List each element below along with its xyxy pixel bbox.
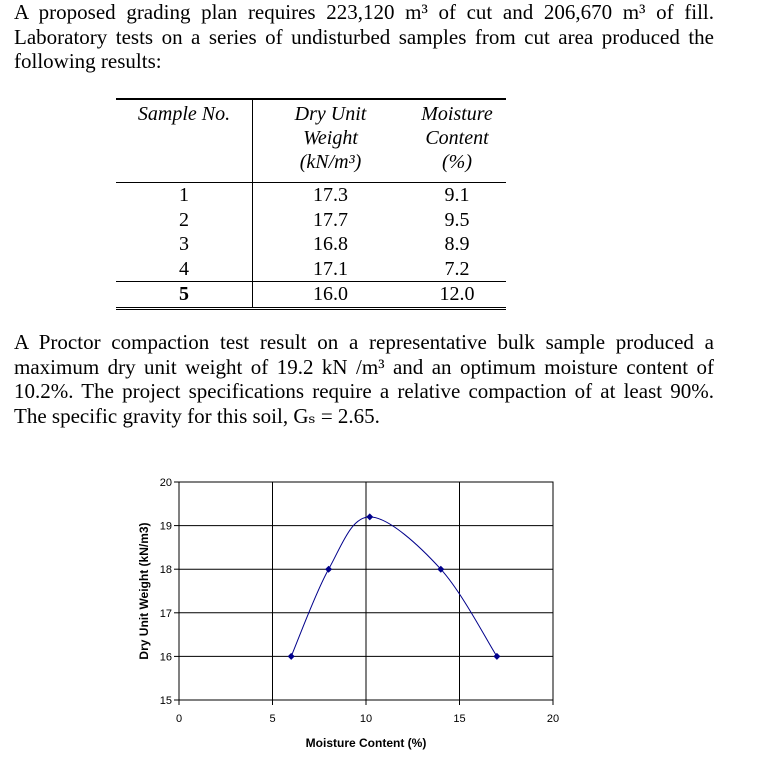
table-header-row	[116, 99, 506, 183]
cell-moisture: 8.9	[444, 233, 470, 255]
cell-dry-unit-weight: 16.0	[253, 282, 409, 309]
sample-results-table	[116, 98, 506, 310]
x-tick-label: 0	[175, 713, 183, 725]
cell-sample: 2	[179, 208, 189, 231]
cell-dry-unit-weight: 16.8	[253, 232, 409, 257]
cell-moisture: 9.1	[444, 184, 470, 206]
table-row	[116, 208, 506, 233]
cell-moisture: 9.5	[444, 208, 470, 231]
x-tick-label: 20	[546, 713, 560, 725]
x-axis-label: Moisture Content (%)	[305, 736, 427, 750]
x-tick-label: 10	[359, 713, 373, 725]
y-tick-label: 20	[159, 477, 172, 489]
data-point	[325, 566, 332, 573]
series-line	[291, 517, 497, 657]
x-axis	[176, 700, 559, 725]
cell-moisture: 12.0	[408, 282, 506, 309]
table-row	[116, 282, 506, 309]
y-axis-label: Dry Unit Weight (kN/m3)	[137, 522, 151, 660]
x-tick-label: 15	[453, 713, 466, 725]
table-row	[116, 257, 506, 282]
proctor-paragraph: A Proctor compaction test result on a representative bulk sample produced a maximum dry unit weight of 19.2 kN /m³ and an optimum moisture content of 10.2%. The project specifications require a relative compaction of at least 90%. The specific gravity for this soil, Gₛ = 2.65.	[14, 330, 714, 428]
table-row	[116, 232, 506, 257]
cell-sample: 1	[179, 184, 189, 206]
data-point	[288, 653, 295, 660]
data-point	[366, 513, 373, 520]
table-row	[116, 183, 506, 208]
gridlines	[179, 482, 553, 700]
y-tick-label: 16	[159, 651, 172, 664]
data-point	[493, 653, 500, 660]
cell-sample: 4	[179, 257, 189, 280]
cell-dry-unit-weight: 17.7	[253, 208, 409, 233]
cell-sample: 5	[116, 282, 253, 309]
header-sample-no: Sample No.	[116, 99, 253, 183]
y-tick-label: 18	[159, 564, 172, 577]
header-moisture-content: Moisture Content (%)	[408, 99, 506, 183]
proctor-compaction-chart	[0, 460, 759, 760]
y-tick-label: 19	[159, 520, 172, 533]
cell-sample: 3	[179, 233, 189, 255]
cell-dry-unit-weight: 17.1	[253, 257, 409, 282]
cell-dry-unit-weight: 17.3	[253, 183, 409, 208]
cell-moisture: 7.2	[444, 257, 470, 280]
y-tick-label: 15	[159, 695, 172, 707]
intro-paragraph: A proposed grading plan requires 223,120 m³ of cut and 206,670 m³ of fill. Laboratory tests on a series of undisturbed samples from cut area produced the following results:	[14, 0, 714, 73]
y-tick-label: 17	[159, 607, 172, 620]
header-dry-unit-weight: Dry Unit Weight (kN/m³)	[253, 99, 409, 183]
y-axis	[160, 477, 179, 707]
x-tick-label: 5	[269, 713, 276, 725]
